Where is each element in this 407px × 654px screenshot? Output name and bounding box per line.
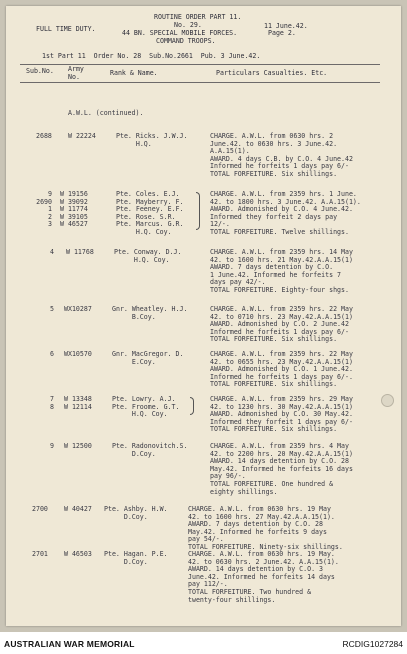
entry-particulars: CHARGE. A.W.L. from 2359 hrs. 22 May 42. to 0655 hrs. 23 May.42.A.A.15(1) AWARD. Admonished by C.O. 1 June.42. Informed he forfeits 1 days pay 6/-. TOTAL FORFEITURE. Six shillings. [210,350,353,389]
entry-rank-name: Pte. Radonovitch.S. D.Coy. [112,442,188,458]
columns-rule [20,82,380,83]
entry-rank-name: Gnr. Wheatley. H.J. B.Coy. [112,305,188,321]
order-number: No. 29. [174,21,202,29]
entry-army-no: W 19156 W 39092 W 11774 W 39105 W 46527 [60,190,88,229]
entry-particulars: CHARGE. A.W.L. from 0630 hrs. 19 May. 42. to 0630 hrs. 2 June.42. A.A.15(1). AWARD. 14 days detention by C.O. 3 June.42. Informed he forfeits 14 days pay 112/-. TOTAL FORFEITURE. Two hundred & twenty-four shillings. [188,550,339,604]
column-sub-no: Sub.No. [26,67,54,75]
entry-rank-name: Pte. Conway. D.J. H.Q. Coy. [114,248,182,264]
entry-particulars: CHARGE. A.W.L. from 2359 hrs. 4 May 42. to 2200 hrs. 20 May.42.A.A.15(1) AWARD. 14 days detention by C.O. 28 May.42. Informed he forfeits 16 days pay 96/-. TOTAL FORFEITURE. One hundred & eighty shillings. [210,442,353,496]
entry-sub-no: 6 [50,350,54,358]
column-particulars: Particulars Casualties. Etc. [216,69,328,77]
entry-sub-no: 4 [50,248,54,256]
section-title: A.W.L. (continued). [68,109,144,117]
command-name: COMMAND TROOPS. [156,37,216,45]
duty-label: FULL TIME DUTY. [36,25,96,33]
archive-name: AUSTRALIAN WAR MEMORIAL [4,639,135,649]
entry-sub-no: 2701 [32,550,48,558]
document-page [6,6,401,626]
archive-footer [0,632,407,654]
entry-sub-no: 2688 [36,132,52,140]
order-reference: 1st Part 11 Order No. 28 Sub.No.2661 Pub. 3 June.42. [42,52,261,60]
entry-particulars: CHARGE. A.W.L. from 2359 hrs. 22 May 42. to 0710 hrs. 23 May.42.A.A.15(1) AWARD. Admonished by C.O. 2 June.42 Informed he forfeits 1 days pay 6/- TOTAL FORFEITURE. Six shillings. [210,305,353,344]
entry-army-no: WX10570 [64,350,92,358]
entry-army-no: W 13348 W 12114 [64,395,92,411]
entry-sub-no: 5 [50,305,54,313]
unit-name: 44 BN. SPECIAL MOBILE FORCES. [122,29,238,37]
entry-particulars: CHARGE. A.W.L. from 0630 hrs. 19 May 42. to 1600 hrs. 27 May.42.A.A.15(1). AWARD. 7 days detention by C.O. 28 May.42. Informed he forfeits 9 days pay 54/-. TOTAL FORFEITURE. Ninety-six shillings. [188,505,343,551]
entry-army-no: W 22224 [68,132,96,140]
column-army-no: Army No. [68,65,84,81]
entry-rank-name: Pte. Ricks. J.W.J. H.Q. [116,132,188,148]
record-id: RCDIG1027284 [342,639,403,649]
entry-army-no: W 40427 [64,505,92,513]
entry-sub-no: 9 [50,442,54,450]
entry-sub-no: 7 8 [50,395,54,411]
punch-hole [381,394,394,407]
entry-army-no: W 11768 [66,248,94,256]
entry-particulars: CHARGE. A.W.L. from 2359 hrs. 1 June. 42. to 1800 hrs. 3 June.42. A.A.15(1). AWARD. Admonished by C.O. 4 June.42. Informed they forfeit 2 days pay 12/-. TOTAL FORFEITURE. Twelve shillings. [210,190,361,236]
entry-army-no: W 12500 [64,442,92,450]
entry-rank-name: Gnr. MacGregor. D. E.Coy. [112,350,184,366]
page-number: Page 2. [268,29,296,37]
entry-particulars: CHARGE. A.W.L. from 2359 hrs. 29 May 42. to 1230 hrs. 30 May.42.A.A.15(1) AWARD. Admonished by C.O. 30 May.42. Informed they forfeit 1 days pay 6/- TOTAL FORFEITURE. Six shillings. [210,395,353,434]
entry-rank-name: Pte. Ashby. H.W. D.Coy. [104,505,168,521]
entry-army-no: W 46503 [64,550,92,558]
entry-sub-no: 2700 [32,505,48,513]
column-rank-name: Rank & Name. [110,69,158,77]
group-brace [190,397,194,415]
order-date: 11 June.42. [264,22,308,30]
group-brace [196,192,200,230]
entry-particulars: CHARGE. A.W.L. from 0630 hrs. 2 June.42. to 0630 hrs. 3 June.42. A.A.15(1). AWARD. 4 days C.B. by C.O. 4 June.42 Informed he forfeits 1 days pay 6/- TOTAL FORFEITURE. Six shillings. [210,132,353,178]
order-title: ROUTINE ORDER PART 11. [154,13,242,21]
entry-rank-name: Pte. Lowry. A.J. Pte. Froome. G.T. H.Q. Coy. [112,395,180,419]
entry-army-no: WX10287 [64,305,92,313]
entry-rank-name: Pte. Hagan. P.E. D.Coy. [104,550,168,566]
entry-rank-name: Pte. Coles. E.J. Pte. Mayberry. F. Pte. Feeney. E.F. Pte. Rose. S.R. Pte. Marcus. G.R. H.Q. Coy. [116,190,184,236]
entry-particulars: CHARGE. A.W.L. from 2359 hrs. 14 May 42. to 1600 hrs. 21 May.42.A.A.15(1) AWARD. 7 days detention by C.O. 1 June.42. Informed he forfeits 7 days pay 42/-. TOTAL FORFEITURE. Eighty-four shgs. [210,248,353,294]
entry-sub-no: 9 2690 1 2 3 [36,190,52,229]
